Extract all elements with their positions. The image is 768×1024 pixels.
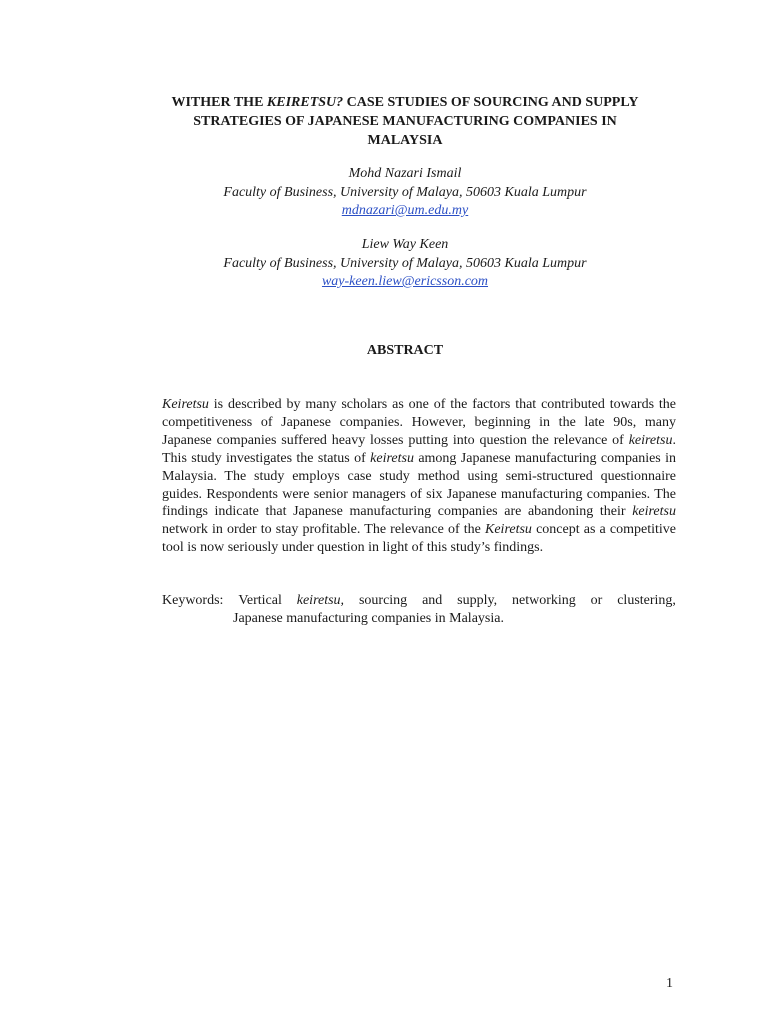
abstract-paragraph <box>162 396 676 557</box>
abstract-heading: ABSTRACT <box>366 343 444 358</box>
abstract-italic-term: Keiretsu <box>162 397 209 412</box>
page-number: 1 <box>666 976 673 991</box>
title-keiretsu-italic: KEIRETSU? <box>266 95 344 110</box>
author-name: Liew Way Keen <box>361 237 449 252</box>
abstract-text: network in order to stay profitable. The relevance of the <box>162 522 485 538</box>
abstract-text: is described by many scholars as one of the factors that contributed towards the competitiveness of Japanese companies. However, beginning in the late 90s, many Japanese companies suffered heavy losses putting into question the relevance of <box>162 397 676 448</box>
keyword-word: Vertical <box>238 593 282 608</box>
author-affiliation: Faculty of Business, University of Malaya, 50603 Kuala Lumpur <box>223 255 587 271</box>
author-email-link[interactable]: way-keen.liew@ericsson.com <box>321 274 489 289</box>
title-line-3: MALAYSIA <box>367 133 443 148</box>
abstract-italic-term: keiretsu <box>628 432 673 448</box>
keyword-word: sourcing <box>358 593 408 608</box>
title-line-1 <box>120 93 690 112</box>
keywords-line-2: Japanese manufacturing companies in Malaysia. <box>233 610 504 626</box>
keywords-label: Keywords: <box>162 593 224 608</box>
abstract-text: among Japanese manufacturing companies in Malaysia. The study employs case study method using semi-structured questionnaire guides. Respondents were senior managers of six Japanese manufacturing companies. The findings indicate that Japanese manufacturing companies are abandoning their <box>162 450 676 520</box>
keywords-block <box>162 592 676 628</box>
keyword-word: networking <box>512 593 576 608</box>
author-affiliation: Faculty of Business, University of Malaya, 50603 Kuala Lumpur <box>223 184 587 200</box>
author-email-link[interactable]: mdnazari@um.edu.my <box>341 203 469 218</box>
keyword-word: and <box>422 593 443 608</box>
abstract-text: . This study investigates the status of <box>162 432 676 466</box>
author-name: Mohd Nazari Ismail <box>348 166 462 181</box>
title-line-1-pre: WITHER THE <box>171 95 267 110</box>
keyword-word: supply, <box>457 593 498 608</box>
abstract-text: concept as a competitive tool is now seriously under question in light of this study’s findings. <box>162 522 676 556</box>
title-line-2: STRATEGIES OF JAPANESE MANUFACTURING COMPANIES IN <box>193 114 617 129</box>
paper-title <box>120 93 690 150</box>
keywords-line-1 <box>162 592 676 610</box>
keyword-keiretsu-italic: keiretsu, <box>296 593 345 608</box>
keyword-word: clustering, <box>617 593 676 608</box>
author-block-1 <box>120 165 690 221</box>
keyword-word: or <box>590 593 603 608</box>
abstract-italic-term: Keiretsu <box>485 522 532 538</box>
abstract-italic-term: keiretsu <box>370 450 414 466</box>
author-block-2 <box>120 236 690 292</box>
title-line-1-post: CASE STUDIES OF SOURCING AND SUPPLY <box>343 95 639 110</box>
abstract-italic-term: keiretsu <box>632 504 676 520</box>
